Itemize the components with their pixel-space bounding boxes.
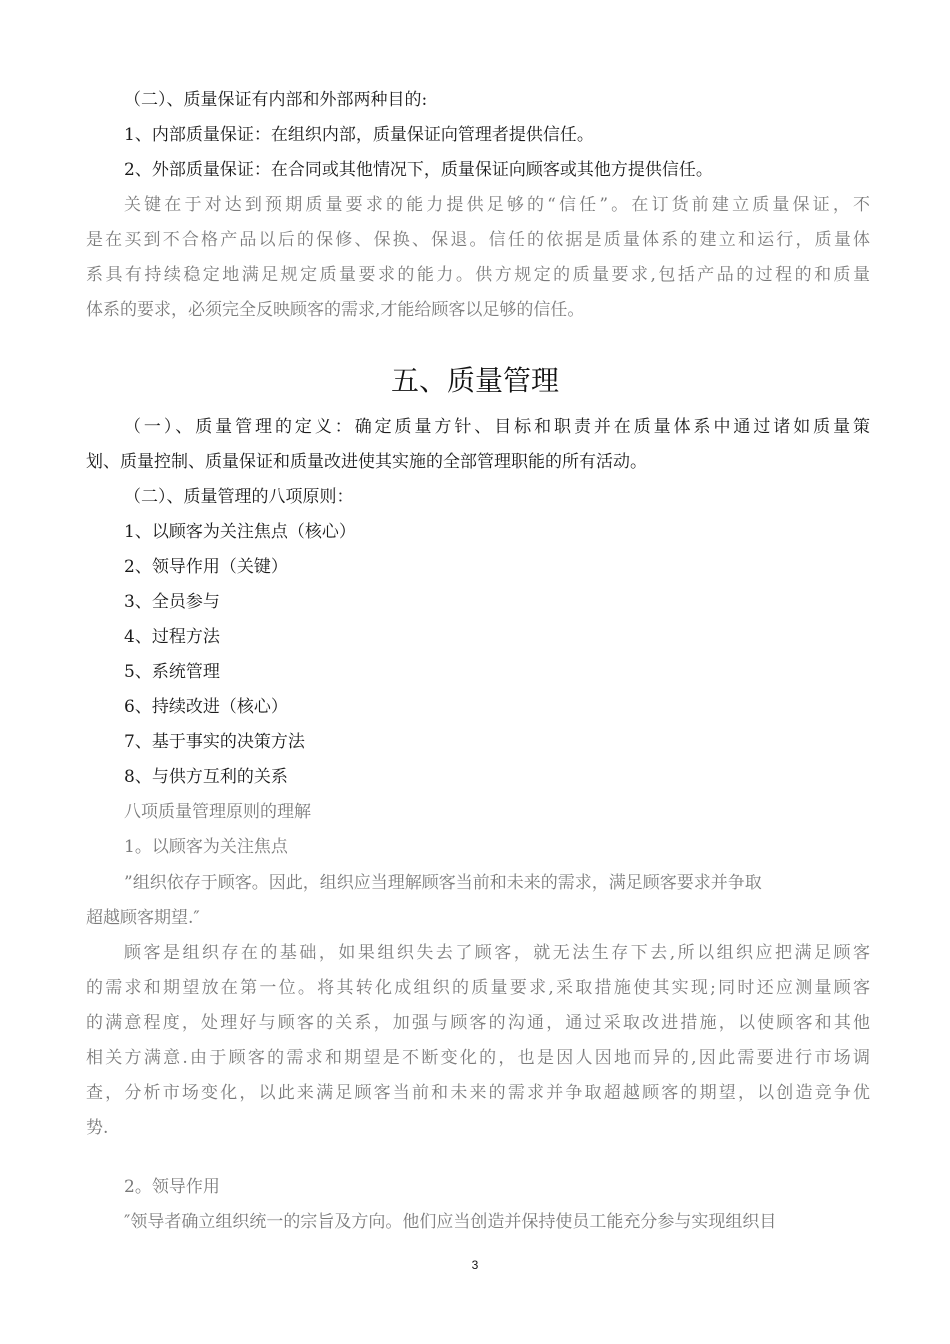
trust-paragraph-line: 关键在于对达到预期质量要求的能力提供足够的“信任”。在订货前建立质量保证，不: [124, 195, 870, 215]
principle-one-title: 1。以顾客为关注焦点: [124, 837, 288, 857]
qm-definition-line: 划、质量控制、质量保证和质量改进使其实施的全部管理职能的所有活动。: [86, 452, 647, 472]
trust-paragraph-line: 体系的要求，必须完全反映顾客的需求,才能给顾客以足够的信任。: [86, 300, 585, 320]
principle-item: 2、领导作用（关键）: [124, 557, 288, 577]
principle-one-body-line: 势.: [86, 1118, 109, 1138]
principle-item: 6、持续改进（核心）: [124, 697, 288, 717]
principle-one-quote-line: ”组织依存于顾客。因此，组织应当理解顾客当前和未来的需求，满足顾客要求并争取: [124, 873, 762, 893]
principle-item: 8、与供方互利的关系: [124, 767, 288, 787]
principle-one-body-line: 顾客是组织存在的基础，如果组织失去了顾客，就无法生存下去,所以组织应把满足顾客: [124, 943, 870, 963]
principle-item: 7、基于事实的决策方法: [124, 732, 305, 752]
principle-two-title: 2。领导作用: [124, 1177, 220, 1197]
principle-item: 5、系统管理: [124, 662, 220, 682]
trust-paragraph-line: 系具有持续稳定地满足规定质量要求的能力。供方规定的质量要求,包括产品的过程的和质量: [86, 265, 870, 285]
principle-item: 4、过程方法: [124, 627, 220, 647]
trust-paragraph-line: 是在买到不合格产品以后的保修、保换、保退。信任的依据是质量体系的建立和运行，质量体: [86, 230, 870, 250]
principle-one-body-line: 相关方满意.由于顾客的需求和期望是不断变化的，也是因人因地而异的,因此需要进行市场调: [86, 1048, 870, 1068]
principles-heading: （二）、质量管理的八项原则：: [124, 487, 354, 507]
principle-one-body-line: 的满意程度，处理好与顾客的关系，加强与顾客的沟通，通过采取改进措施，以使顾客和其他: [86, 1013, 870, 1033]
principle-two-quote-line: ″领导者确立组织统一的宗旨及方向。他们应当创造并保持使员工能充分参与实现组织目: [124, 1212, 777, 1232]
principle-item: 1、以顾客为关注焦点（核心）: [124, 522, 356, 542]
understanding-heading: 八项质量管理原则的理解: [124, 802, 311, 822]
internal-assurance-item: 1、内部质量保证：在组织内部，质量保证向管理者提供信任。: [124, 125, 594, 145]
principle-one-body-line: 的需求和期望放在第一位。将其转化成组织的质量要求,采取措施使其实现;同时还应测量顾客: [86, 978, 870, 998]
principle-item: 3、全员参与: [124, 592, 220, 612]
principle-one-quote-line: 超越顾客期望.″: [86, 908, 200, 928]
qm-definition-line: （一）、质量管理的定义：确定质量方针、目标和职责并在质量体系中通过诸如质量策: [124, 417, 870, 437]
principle-one-body-line: 查，分析市场变化，以此来满足顾客当前和未来的需求并争取超越顾客的期望，以创造竞争优: [86, 1083, 870, 1103]
page-number: 3: [471, 1258, 479, 1272]
external-assurance-item: 2、外部质量保证：在合同或其他情况下，质量保证向顾客或其他方提供信任。: [124, 160, 713, 180]
section-four-subheading: （二）、质量保证有内部和外部两种目的:: [124, 90, 428, 110]
section-five-title: 五、质量管理: [390, 364, 559, 397]
